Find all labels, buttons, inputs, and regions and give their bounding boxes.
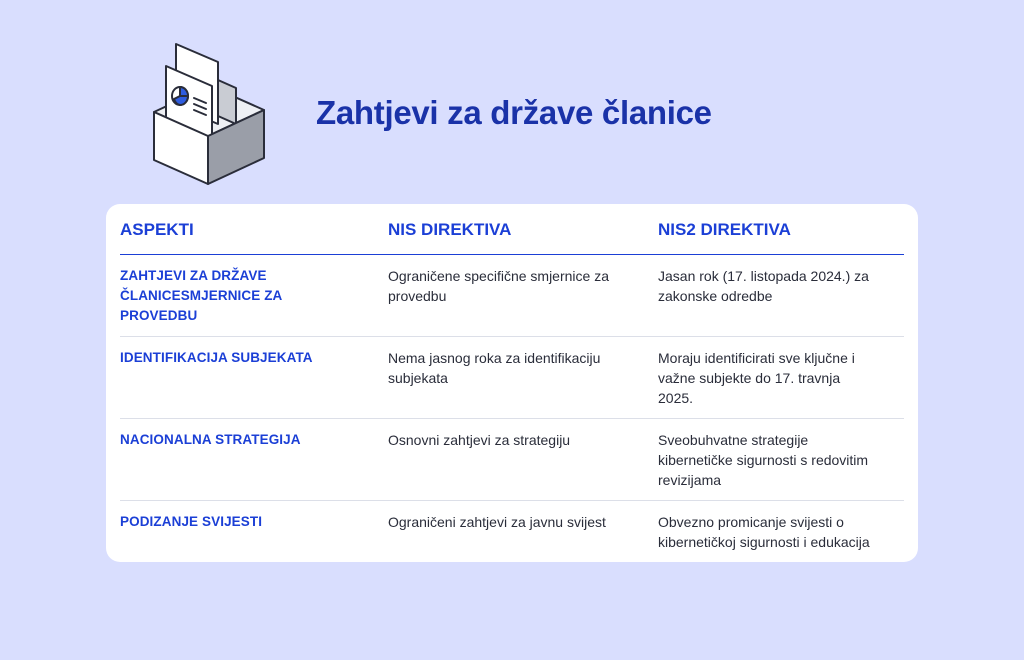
aspect-text: NACIONALNA STRATEGIJA [120, 432, 301, 447]
comparison-card [106, 204, 918, 562]
aspect-text: IDENTIFIKACIJA SUBJEKATA [120, 350, 313, 365]
column-header-nis2: NIS2 DIREKTIVA [658, 210, 904, 255]
aspect-cell [120, 337, 388, 419]
comparison-table [120, 210, 904, 562]
nis-cell [388, 501, 658, 563]
column-header-nis: NIS DIREKTIVA [388, 210, 658, 255]
nis2-cell [658, 337, 904, 419]
nis-cell [388, 337, 658, 419]
aspect-text: ZAHTJEVI ZA DRŽAVE ČLANICESMJERNICE ZA PROVEDBU [120, 268, 282, 323]
aspect-cell [120, 255, 388, 337]
nis-cell [388, 419, 658, 501]
nis-cell [388, 255, 658, 337]
aspect-cell [120, 419, 388, 501]
table-header-row [120, 210, 904, 255]
table-row [120, 419, 904, 501]
nis2-text: Jasan rok (17. listopada 2024.) za zakonske odredbe [658, 268, 869, 304]
nis2-cell [658, 501, 904, 563]
nis2-text: Obvezno promicanje svijesti o kibernetičkoj sigurnosti i edukacija [658, 514, 870, 550]
nis2-cell [658, 255, 904, 337]
nis-text: Ograničeni zahtjevi za javnu svijest [388, 514, 606, 530]
nis2-cell [658, 419, 904, 501]
document-box-icon [140, 38, 280, 188]
nis-text: Nema jasnog roka za identifikaciju subjekata [388, 350, 601, 386]
aspect-text: PODIZANJE SVIJESTI [120, 514, 263, 529]
aspect-cell [120, 501, 388, 563]
table-row [120, 255, 904, 337]
nis-text: Osnovni zahtjevi za strategiju [388, 432, 571, 448]
page-title: Zahtjevi za države članice [316, 94, 712, 131]
nis2-text: Moraju identificirati sve ključne i važne subjekte do 17. travnja 2025. [658, 350, 855, 406]
column-header-aspekti: ASPEKTI [120, 210, 388, 255]
table-row [120, 501, 904, 563]
nis-text: Ograničene specifične smjernice za provedbu [388, 268, 609, 304]
nis2-text: Sveobuhvatne strategije kibernetičke sigurnosti s redovitim revizijama [658, 432, 869, 488]
table-row [120, 337, 904, 419]
